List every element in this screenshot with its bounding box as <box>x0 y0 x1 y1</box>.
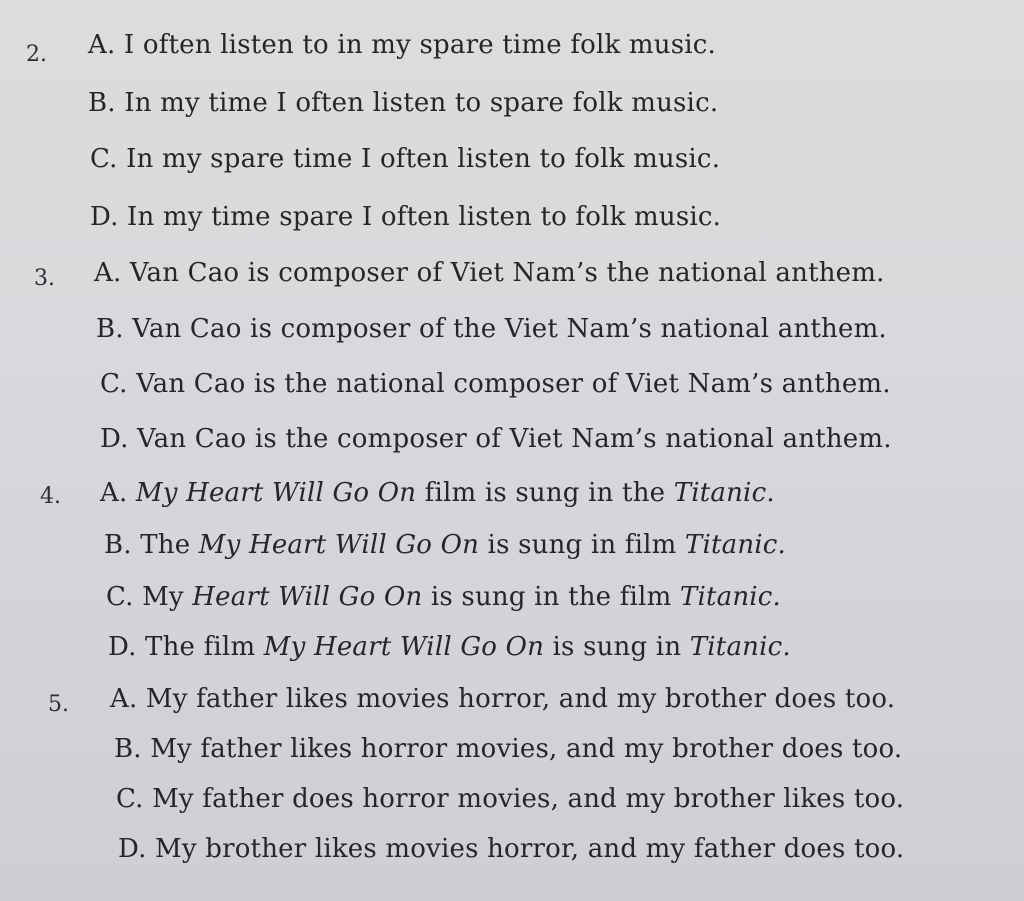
option-text: C. My <box>106 582 193 612</box>
option-text: D. Van Cao is the composer of Viet Nam’s national anthem. <box>100 424 892 454</box>
italic-title: Titanic. <box>673 478 775 508</box>
option-text: C. Van Cao is the national composer of Viet Nam’s anthem. <box>100 369 891 399</box>
option-c <box>90 144 720 174</box>
option-text: B. In my time I often listen to spare folk music. <box>88 88 719 118</box>
option-text: is sung in <box>544 632 690 662</box>
option-text: A. I often listen to in my spare time folk music. <box>88 30 717 60</box>
option-b <box>96 314 887 344</box>
option-a <box>88 30 716 60</box>
option-text: D. My brother likes movies horror, and my father does too. <box>118 834 905 864</box>
italic-title: My Heart Will Go On <box>263 632 545 662</box>
option-b <box>104 530 786 560</box>
option-d <box>90 202 721 232</box>
question-number: 4. <box>40 484 61 509</box>
option-text: D. In my time spare I often listen to folk music. <box>90 202 722 232</box>
option-text: C. In my spare time I often listen to folk music. <box>90 144 721 174</box>
option-text: is sung in film <box>479 530 685 560</box>
option-a <box>110 684 895 714</box>
option-text: B. The <box>104 530 199 560</box>
italic-title: My Heart Will Go On <box>135 478 417 508</box>
question-number: 2. <box>26 42 47 67</box>
option-text: A. Van Cao is composer of Viet Nam’s the national anthem. <box>94 258 885 288</box>
option-d <box>100 424 892 454</box>
option-text: D. The film <box>108 632 264 662</box>
option-text: is sung in the film <box>422 582 680 612</box>
option-text: B. My father likes horror movies, and my brother does too. <box>114 734 903 764</box>
option-c <box>116 784 904 814</box>
option-text: C. My father does horror movies, and my brother likes too. <box>116 784 905 814</box>
option-a <box>94 258 885 288</box>
option-c <box>100 369 891 399</box>
option-d <box>118 834 904 864</box>
option-c <box>106 582 781 612</box>
option-d <box>108 632 791 662</box>
option-b <box>88 88 718 118</box>
option-b <box>114 734 902 764</box>
option-text: B. Van Cao is composer of the Viet Nam’s national anthem. <box>96 314 887 344</box>
italic-title: Titanic. <box>679 582 781 612</box>
italic-title: Heart Will Go On <box>192 582 423 612</box>
option-text: A. <box>100 478 136 508</box>
question-number: 5. <box>48 692 69 717</box>
option-a <box>100 478 775 508</box>
option-text: film is sung in the <box>416 478 674 508</box>
question-number: 3. <box>34 266 55 291</box>
option-text: A. My father likes movies horror, and my brother does too. <box>110 684 896 714</box>
italic-title: Titanic. <box>689 632 791 662</box>
italic-title: Titanic. <box>684 530 787 560</box>
italic-title: My Heart Will Go On <box>198 530 480 560</box>
